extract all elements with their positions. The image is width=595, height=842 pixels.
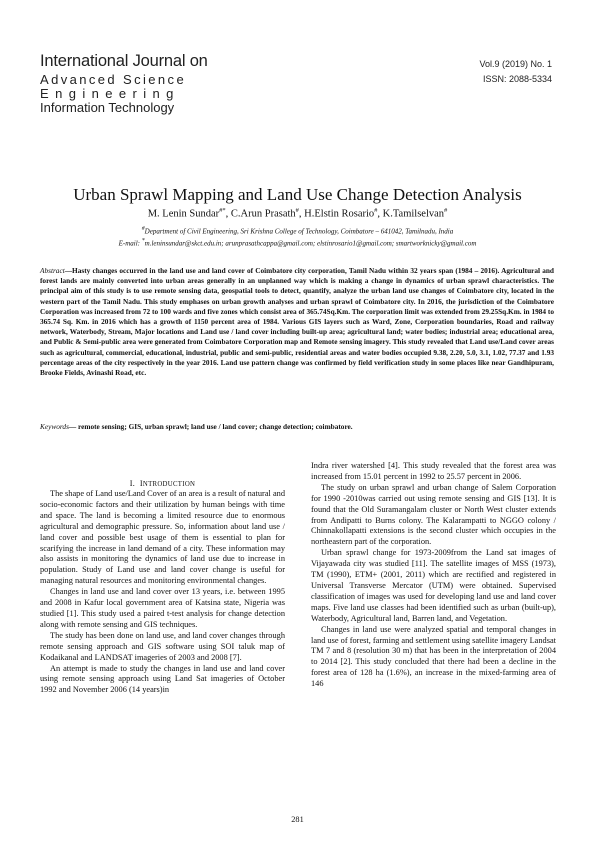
author-mark: #* <box>219 207 226 214</box>
affiliation-mark: # <box>141 226 145 232</box>
journal-name-line2: Advanced Science <box>40 72 187 87</box>
author-mark: # <box>295 207 299 214</box>
paragraph: Urban sprawl change for 1973-2009from the Land sat images of Vijayawada city was studied [11]. The satellite images of MSS (1973), TM (1990), ETM+ (2001, 2011) which are rectified and registered in Universal Transverse Mercator (UTM) were obtained. Supervised classification of images was used for developing land use and land cover maps. Five land use classes had been identified such as urban (built-up), Waterbody, Agricultural land, Barren land, and Vegetation. <box>311 548 556 623</box>
author-name: , C.Arun Prasath <box>225 208 296 220</box>
abstract-label: Abstract <box>40 266 65 275</box>
journal-logo <box>40 53 208 115</box>
section-number: I. <box>129 479 136 488</box>
paragraph: The study has been done on land use, and land cover changes through remote sensing approach and GIS software using SOI taluk map of Kodaikanal and LANDSAT imageries of 2003 and 2008 [7]. <box>40 630 285 662</box>
journal-name-line3: Engineering <box>40 86 180 101</box>
section-heading-introduction <box>40 479 285 488</box>
author-emails <box>0 238 595 247</box>
volume-number: Vol.9 (2019) No. 1 <box>479 59 552 69</box>
author-mark: # <box>374 207 378 214</box>
abstract <box>40 266 554 378</box>
keywords <box>40 422 554 431</box>
keywords-label: Keywords <box>40 422 69 431</box>
journal-name-line4: Information Technology <box>40 100 175 115</box>
section-title-initial: I <box>139 479 143 488</box>
affiliation <box>0 226 595 235</box>
abstract-text: —Hasty changes occurred in the land use and land cover of Coimbatore city corporation, Tamil Nadu within 32 years span (1984 – 2016). Agricultural and forest lands are mainly converted into urban areas generally in an unplanned way which is making a change in dynamics of urban sprawl characteristics. The principal aim of this study is to use remote sensing data, geospatial tools to detect, quantify, analyze the urban land use changes of Coimbatore city, located in the western part of the Tamil Nadu. This study emphases on urban growth analyses and urban sprawl of Coimbatore city. In 2016, the jurisdiction of the Coimbatore Corporation was increased from 72 to 100 wards and five zones which consist area of 365.74Sq.Km. The corporation limit was extended from 29.25Sq.Km. in 1984 to 365.74 Sq. Km. in 2016 which has a growth of 1150 percent area of 1984. Various GIS layers such as Ward, Zone, Corporation boundaries, Road and railway network, Waterbody, Stream, Major locations and Land use / land cover including built-up area; agricultural land; water bodies; industrial area; educational area, and Public & Semi-public area were generated from Coimbatore Corporation map and Remote sensing imagery. This study revealed that Land use/Land cover areas such as agricultural, commercial, educational, industrial, public and semi-public, residential areas and water bodies occupied 9.38, 2.20, 5.0, 3.1, 1.02, 77.37 and 1.93 percentage areas of the city respectively in the year 2016. Land use pattern change was confirmed by field verification study in some places like near Gandhipuram, Brooke Fields, Avinashi Road, etc. <box>40 266 554 378</box>
email-mark: * <box>141 238 145 244</box>
paper-title: Urban Sprawl Mapping and Land Use Change Detection Analysis <box>73 185 522 204</box>
paragraph: The shape of Land use/Land Cover of an area is a result of natural and socio-economic factors and their utilization by human beings with time and space. The land is becoming a limited resource due to enormous agricultural and demographic pressure. So, information about land use / land cover and possible best usage of them is essential to plan for scarifying the increase in land demand of a city. These information may also assists in monitoring the dynamics of land use due to increase in population. Study of Land use and land cover change is useful for managing natural resources and monitoring environmental changes. <box>40 489 285 586</box>
paragraph: Changes in land use and land cover over 13 years, i.e. between 1995 and 2008 in Kafur local government area of Katsina state, Nigeria was studied [1]. This study used a paired t-test analysis for change detection along with remote sensing and GIS techniques. <box>40 587 285 629</box>
page-number: 281 <box>291 815 304 824</box>
email-list: m.leninsundar@skct.edu.in; arunprasathcappa@gmail.com; elstinrosario1@gmail.com; smartworknicky@gmail.com <box>144 239 477 248</box>
paragraph: Changes in land use were analyzed spatial and temporal changes in land use of forest, farming and settlement using satellite imagery Landsat TM 7 and 8 (resolution 30 m) that has been in the interpretation of 2004 to 2014 [2]. This study concluded that there had been a decline in the forest area of 128 ha (1.6%), an increase in the mixed-farming area of 146 <box>311 624 556 689</box>
volume-info <box>479 57 552 87</box>
journal-name-line1: International Journal on <box>40 52 208 70</box>
paragraph: The study on urban sprawl and urban change of Salem Corporation for 1990 -2010was carried out using remote sensing and GIS [13]. It is found that the Old Suramangalam cluster or North West cluster extends from Andipatti to Burns colony. The Kalarampatti to NGGO colony / Chinnakollapatti extensions is the second cluster which occupies in the northeastern part of the corporation. <box>311 482 556 547</box>
author-list <box>0 207 595 220</box>
paragraph: Indra river watershed [4]. This study revealed that the forest area was increased from 15.01 percent in 1992 to 25.57 percent in 2006. <box>311 461 556 481</box>
author-mark: # <box>444 207 448 214</box>
paragraph: An attempt is made to study the changes in land use and land cover using remote sensing approach using Land Sat imageries of October 1992 and November 2006 (14 years)in <box>40 663 285 695</box>
keywords-text: — remote sensing; GIS, urban sprawl; land use / land cover; change detection; coimbatore. <box>68 422 353 431</box>
author-name: , H.Elstin Rosario <box>298 208 375 220</box>
email-prefix: E-mail: <box>118 239 142 248</box>
left-column <box>40 489 285 696</box>
author-name: , K.Tamilselvan <box>377 208 445 220</box>
right-column <box>311 461 556 690</box>
issn: ISSN: 2088-5334 <box>482 74 552 84</box>
affiliation-text: Department of Civil Engineering, Sri Krishna College of Technology, Coimbatore – 641042, Tamilnadu, India <box>144 227 454 236</box>
section-title-rest: NTRODUCTION <box>142 481 196 488</box>
author-name: M. Lenin Sundar <box>147 208 220 220</box>
